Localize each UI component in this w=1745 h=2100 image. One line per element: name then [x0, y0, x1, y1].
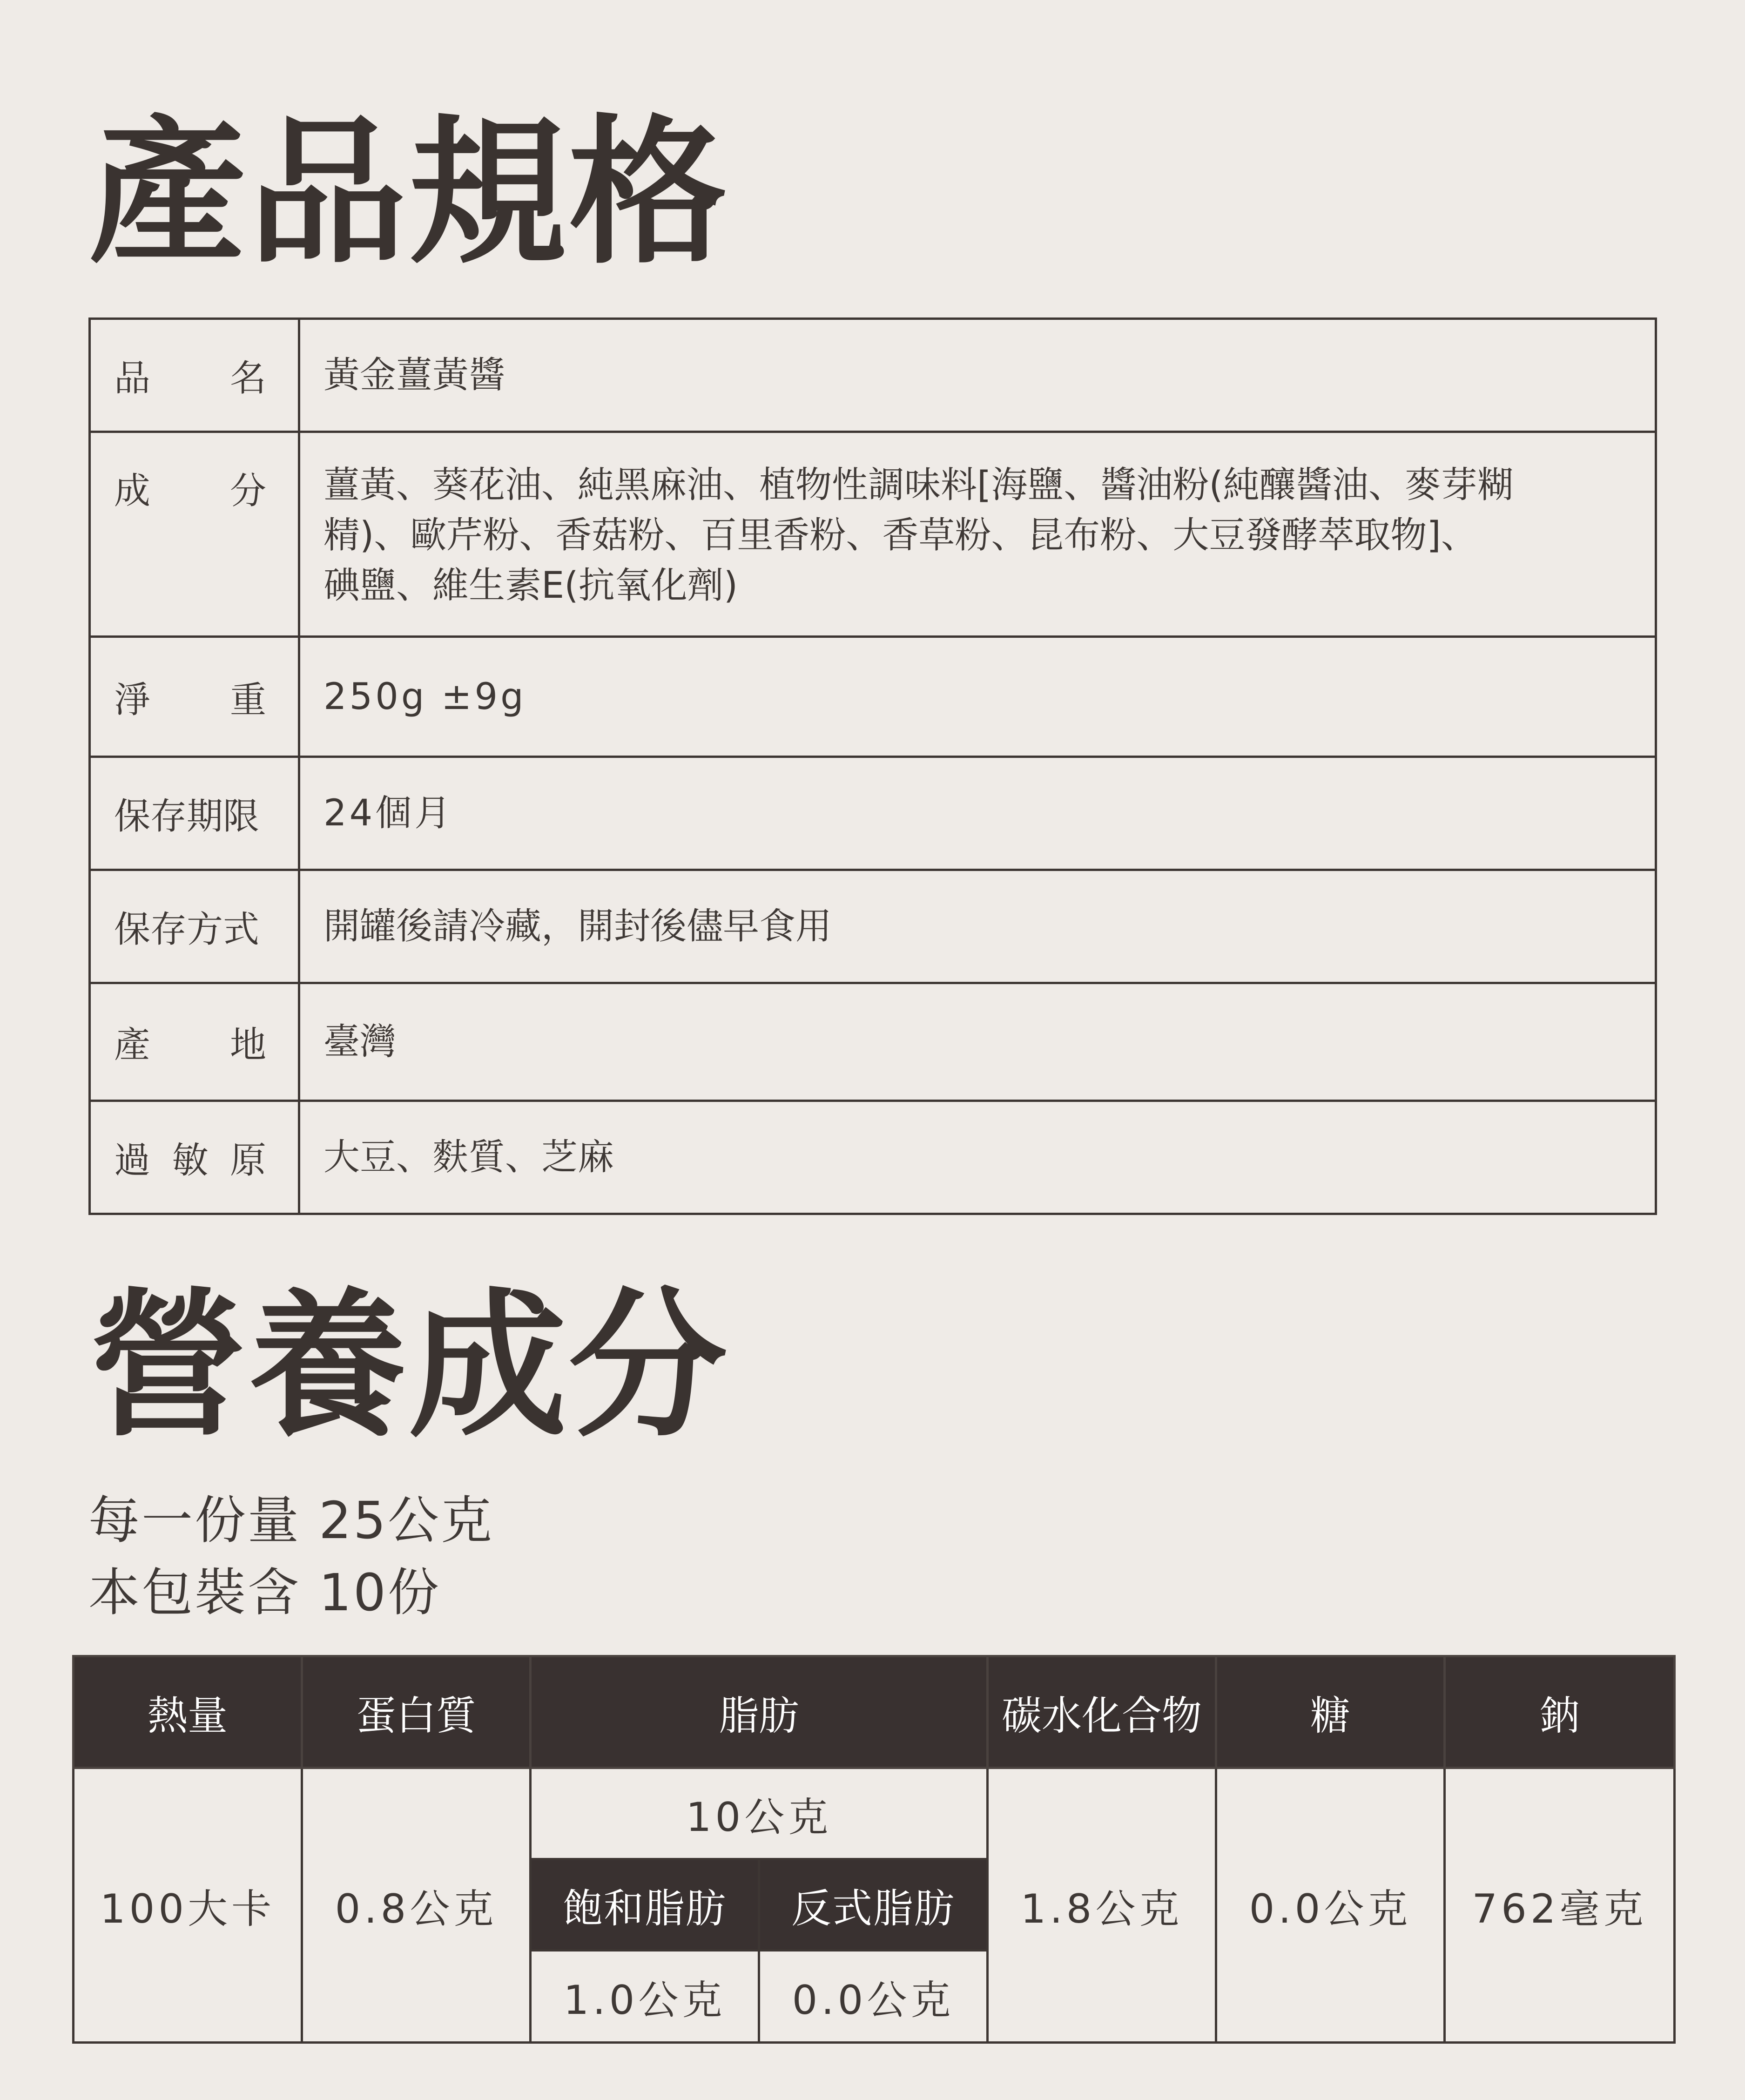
spec-value-origin: 臺灣 — [299, 983, 1656, 1101]
spec-label-char: 原 — [229, 1140, 266, 1182]
spec-value-name: 黃金薑黃醬 — [299, 319, 1656, 432]
serving-size: 每一份量 25公克 — [88, 1491, 494, 1550]
spec-row-ingredients — [90, 432, 1656, 637]
spec-label — [90, 983, 299, 1101]
spec-label-char: 成 — [114, 470, 151, 512]
spec-row-storage — [90, 870, 1656, 983]
header-trans-fat: 反式脂肪 — [759, 1859, 988, 1951]
spec-label-char: 名 — [229, 358, 266, 399]
spec-label — [90, 1101, 299, 1214]
spec-row-allergens — [90, 1101, 1656, 1214]
spec-row-shelf-life — [90, 757, 1656, 870]
header-sugar: 糖 — [1216, 1656, 1445, 1768]
spec-label — [90, 870, 299, 983]
value-fat-total: 10公克 — [531, 1768, 988, 1859]
spec-label — [90, 757, 299, 870]
value-protein: 0.8公克 — [302, 1768, 531, 2043]
spec-label-text: 保存方式 — [114, 909, 260, 951]
spec-row-name — [90, 319, 1656, 432]
servings-per-pack: 本包裝含 10份 — [88, 1563, 441, 1622]
header-calories: 熱量 — [74, 1656, 302, 1768]
spec-label-char: 品 — [114, 358, 151, 399]
header-fat: 脂肪 — [531, 1656, 988, 1768]
header-carbs: 碳水化合物 — [988, 1656, 1216, 1768]
nutrition-section-title: 營養成分 — [88, 1274, 729, 1459]
nutrition-row-1 — [74, 1768, 1675, 1859]
value-carbs: 1.8公克 — [988, 1768, 1216, 2043]
spec-value-allergens: 大豆、麩質、芝麻 — [299, 1101, 1656, 1214]
spec-label — [90, 637, 299, 757]
spec-label-char: 產 — [114, 1024, 151, 1066]
header-saturated-fat: 飽和脂肪 — [531, 1859, 759, 1951]
ingredient-line: 精)、歐芹粉、香菇粉、百里香粉、香草粉、昆布粉、大豆發酵萃取物]、 — [323, 514, 1477, 556]
value-trans-fat: 0.0公克 — [759, 1951, 988, 2043]
spec-label — [90, 319, 299, 432]
ingredient-line: 薑黃、葵花油、純黑麻油、植物性調味料[海鹽、醬油粉(純釀醬油、麥芽糊 — [323, 464, 1514, 506]
spec-row-weight — [90, 637, 1656, 757]
spec-label — [90, 432, 299, 637]
header-protein: 蛋白質 — [302, 1656, 531, 1768]
spec-value-shelf-life: 24個月 — [299, 757, 1656, 870]
nutrition-table — [72, 1655, 1676, 2044]
value-sodium: 762毫克 — [1445, 1768, 1675, 2043]
value-saturated-fat: 1.0公克 — [531, 1951, 759, 2043]
value-sugar: 0.0公克 — [1216, 1768, 1445, 2043]
spec-value-storage: 開罐後請冷藏，開封後儘早食用 — [299, 870, 1656, 983]
spec-table — [88, 317, 1657, 1215]
spec-section-title: 產品規格 — [88, 101, 729, 285]
value-calories: 100大卡 — [74, 1768, 302, 2043]
spec-value-weight: 250g ±9g — [299, 637, 1656, 757]
spec-value-ingredients — [299, 432, 1656, 637]
nutrition-header-row — [74, 1656, 1675, 1768]
spec-label-char: 過 — [114, 1140, 151, 1182]
spec-label-char: 淨 — [114, 679, 151, 721]
header-sodium: 鈉 — [1445, 1656, 1675, 1768]
spec-label-char: 分 — [229, 470, 266, 512]
spec-label-text: 保存期限 — [114, 796, 260, 837]
spec-label-char: 敏 — [172, 1140, 209, 1182]
spec-label-char: 地 — [229, 1024, 266, 1066]
spec-row-origin — [90, 983, 1656, 1101]
ingredient-line: 碘鹽、維生素E(抗氧化劑) — [323, 565, 738, 607]
spec-label-char: 重 — [229, 679, 266, 721]
